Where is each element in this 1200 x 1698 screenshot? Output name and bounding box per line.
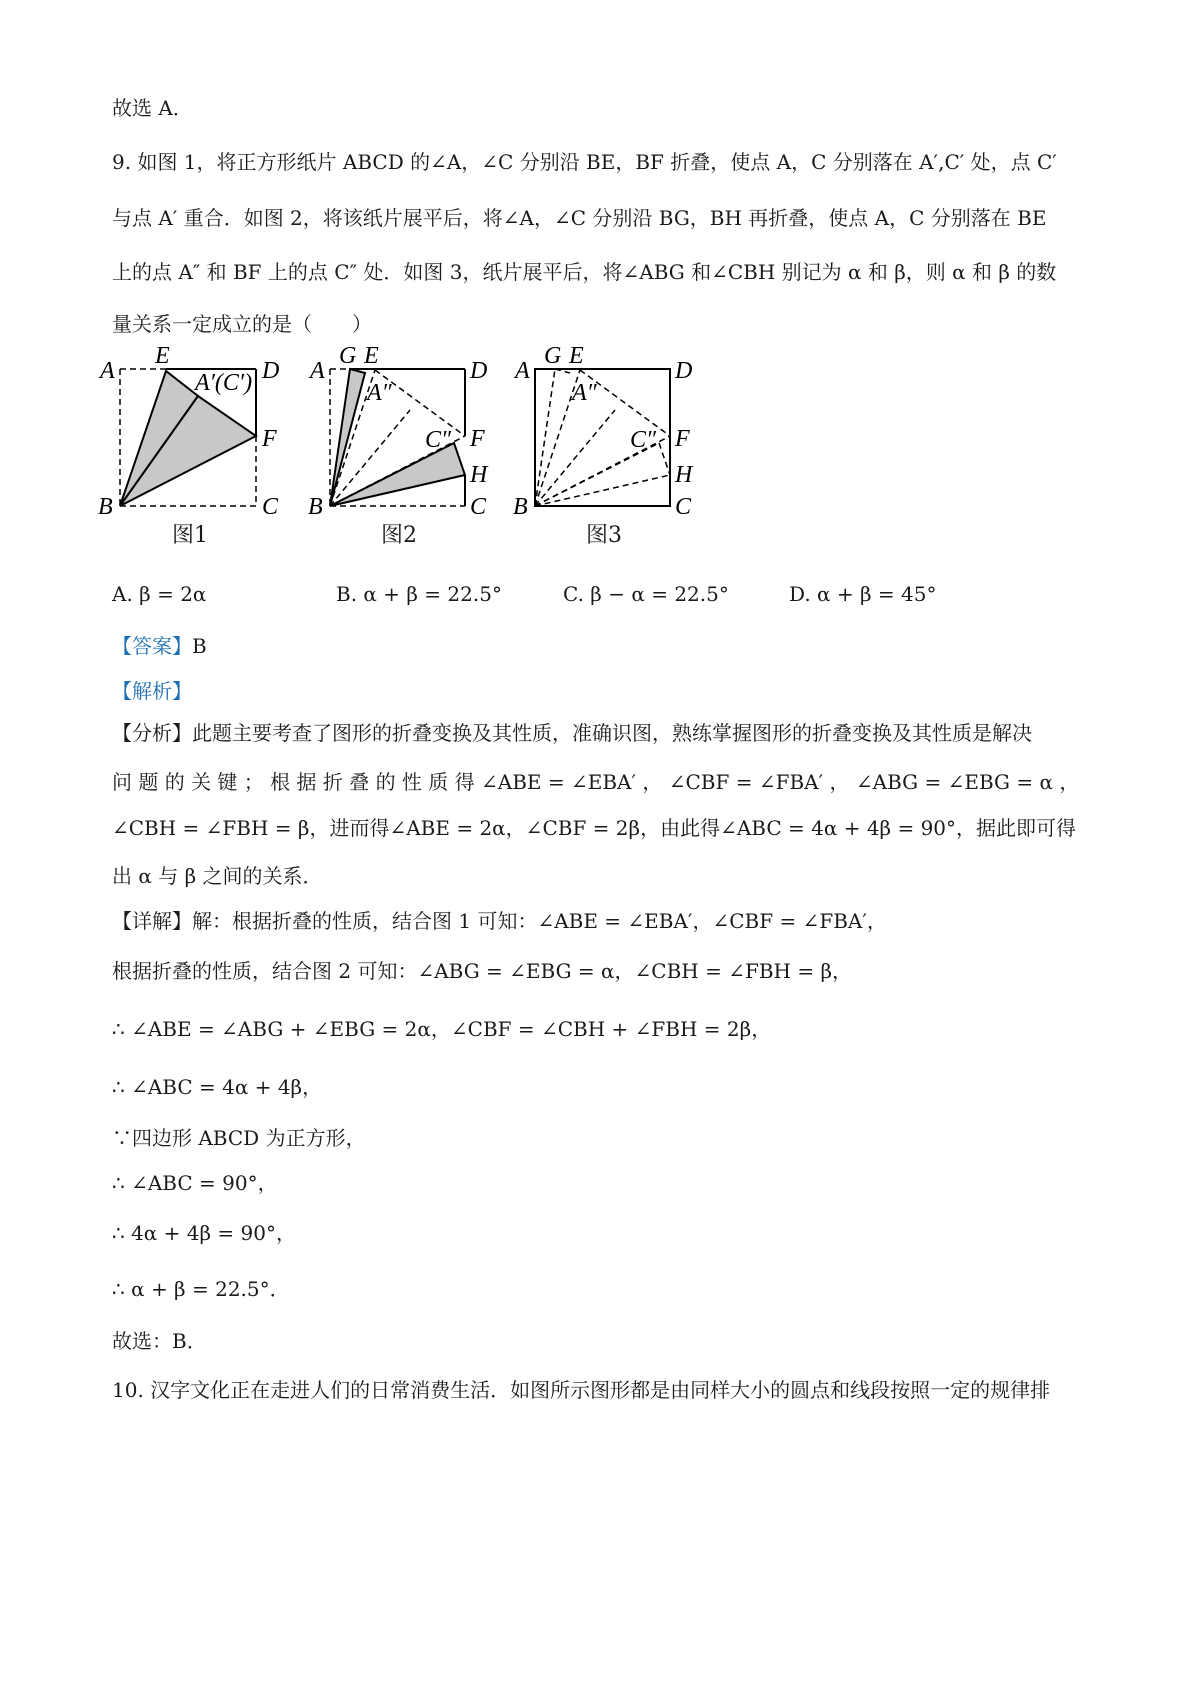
fig3-label-f: F [675, 426, 690, 452]
figure-1 [98, 343, 279, 520]
fig1-label-b: B [98, 494, 113, 520]
fig2-label-b: B [308, 494, 323, 520]
question-9-line-2: 与点 A′ 重合．如图 2，将该纸片展平后，将∠A，∠C 分别沿 BG，BH 再折叠，使点 A，C 分别落在 BE [112, 206, 1047, 230]
fig2-label-a: A [310, 358, 325, 384]
fig2-label-c: C [470, 494, 487, 520]
fig3-label-c2: C″ [630, 427, 657, 453]
question-9-line-1: 9. 如图 1，将正方形纸片 ABCD 的∠A，∠C 分别沿 BE，BF 折叠，使点 A，C 分别落在 A′,C′ 处，点 C′ [112, 150, 1057, 174]
question-9-line-3: 上的点 A″ 和 BF 上的点 C″ 处．如图 3，纸片展平后，将∠ABG 和∠CBH 别记为 α 和 β，则 α 和 β 的数 [112, 260, 1057, 284]
detail-line-6: ∴ ∠ABC = 90°， [112, 1171, 278, 1195]
fig1-label-c: C [262, 494, 279, 520]
fig2-label-d: D [470, 358, 488, 384]
analysis-label: 【解析】 [112, 679, 192, 703]
analysis-line-1: 【分析】此题主要考查了图形的折叠变换及其性质，准确识图，熟练掌握图形的折叠变换及其性质是解决 [112, 721, 1032, 745]
analysis-line-2: 问 题 的 关 键 ； 根 据 折 叠 的 性 质 得 ∠ABE = ∠EBA′ ， ∠CBF = ∠FBA′ ， ∠ABG = ∠EBG = α ， [112, 770, 1080, 794]
fig2-label-h: H [470, 462, 488, 488]
fig2-label-a2: A″ [367, 380, 392, 406]
detail-line-9: 故选：B． [112, 1329, 207, 1353]
detail-line-2: 根据折叠的性质，结合图 2 可知：∠ABG = ∠EBG = α，∠CBH = ∠FBH = β， [112, 959, 853, 983]
detail-line-7: ∴ 4α + 4β = 90°， [112, 1221, 296, 1245]
figure-1-caption: 图1 [172, 523, 208, 548]
fig3-label-a2: A″ [572, 380, 597, 406]
option-c: C. β − α = 22.5° [563, 582, 729, 606]
fig2-label-f: F [470, 426, 485, 452]
fig2-triangle-abg [330, 369, 365, 506]
answer-line [112, 632, 207, 660]
detail-line-1: 【详解】解：根据折叠的性质，结合图 1 可知：∠ABE = ∠EBA′，∠CBF = ∠FBA′， [112, 909, 887, 933]
folding-figures [0, 343, 1200, 585]
fig2-label-e: E [364, 343, 379, 369]
question-10-line-1: 10. 汉字文化正在走进人们的日常消费生活．如图所示图形都是由同样大小的圆点和线段按照一定的规律排 [112, 1378, 1051, 1402]
fig2-label-c2: C″ [425, 427, 452, 453]
fig3-label-c: C [675, 494, 692, 520]
analysis-line-3: ∠CBH = ∠FBH = β，进而得∠ABE = 2α，∠CBF = 2β，由此得∠ABC = 4α + 4β = 90°，据此即可得 [112, 816, 1077, 840]
fig3-label-g: G [544, 343, 562, 369]
fig3-label-e: E [569, 343, 584, 369]
detail-line-3: ∴ ∠ABE = ∠ABG + ∠EBG = 2α，∠CBF = ∠CBH + ∠FBH = 2β， [112, 1017, 772, 1041]
fig1-label-d: D [262, 358, 280, 384]
detail-line-8: ∴ α + β = 22.5°． [112, 1277, 290, 1301]
fig1-label-e: E [155, 343, 170, 369]
fig1-label-a: A [100, 358, 115, 384]
figure-2 [308, 343, 489, 520]
fig1-label-a1c1: A′(C′) [195, 370, 253, 396]
analysis-line-4: 出 α 与 β 之间的关系． [112, 864, 323, 888]
option-d: D. α + β = 45° [789, 582, 937, 606]
answer-value: B [192, 634, 207, 658]
option-a: A. β = 2α [112, 582, 207, 606]
detail-line-5: ∵四边形 ABCD 为正方形， [112, 1126, 366, 1150]
fig2-label-g: G [339, 343, 357, 369]
answer-label: 【答案】 [112, 634, 192, 658]
fig3-label-b: B [513, 494, 528, 520]
detail-line-4: ∴ ∠ABC = 4α + 4β， [112, 1075, 323, 1099]
fig3-label-d: D [675, 358, 693, 384]
question-9-line-4: 量关系一定成立的是（ ） [112, 312, 372, 336]
previous-answer-line: 故选 A． [112, 96, 193, 120]
figure-3 [513, 343, 694, 520]
figure-3-caption: 图3 [586, 523, 622, 548]
fig1-label-f: F [262, 426, 277, 452]
figure-2-caption: 图2 [381, 523, 417, 548]
fig3-label-h: H [675, 462, 693, 488]
option-b: B. α + β = 22.5° [336, 582, 502, 606]
fig3-label-a: A [515, 358, 530, 384]
